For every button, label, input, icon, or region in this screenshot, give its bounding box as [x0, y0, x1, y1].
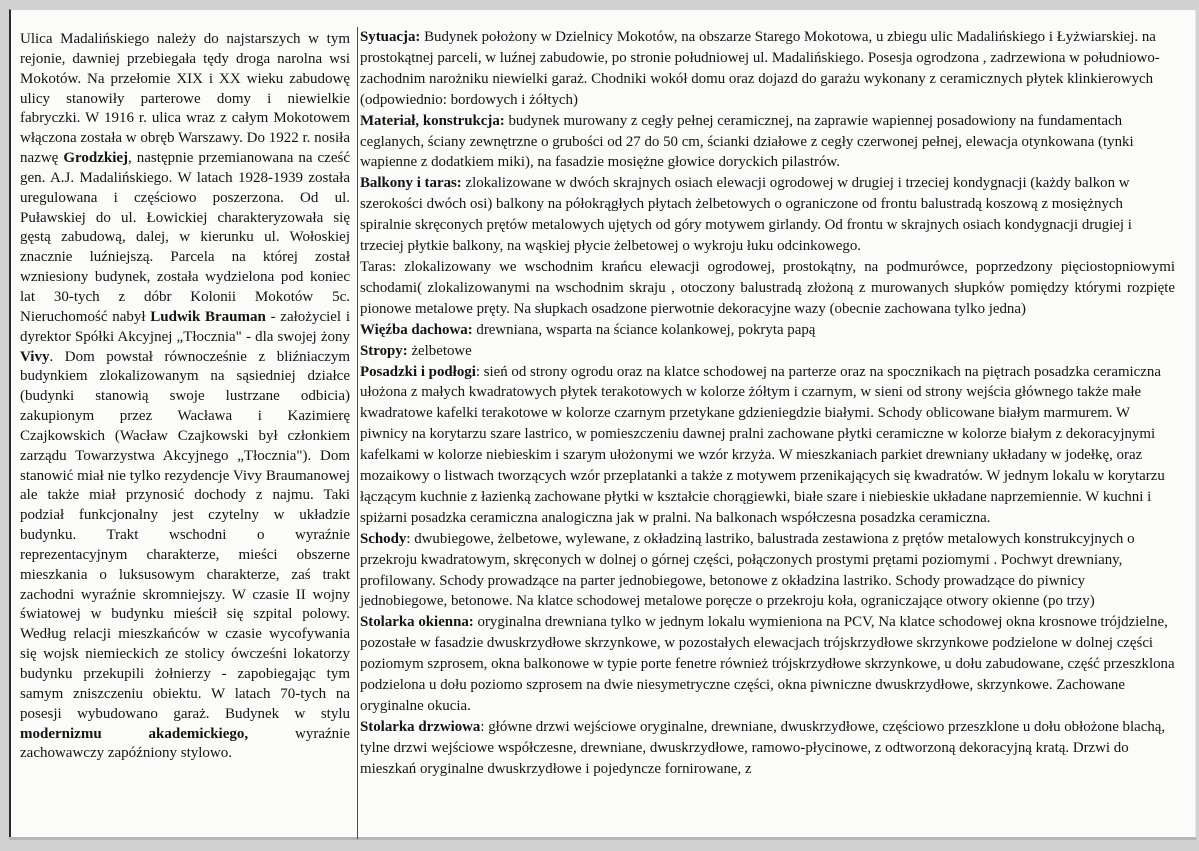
section-text: Budynek położony w Dzielnicy Mokotów, na obszarze Starego Mokotowa, u zbiegu ulic Madalińskiego i Łyżwiarskiej. na prostokątnej parceli, w luźnej zabudowie, po stronie południowej ul. Madalińskiego. Posesja ogrodzona , zadrzewiona w południowo-zachodnim narożniku niewielki garaż. Chodniki wokół domu oraz dojazd do garażu wykonany z ceramicznych płytek klinkierowych (odpowiednio: bordowych i żółtych) [360, 29, 1160, 108]
owner-name: Ludwik Brauman [150, 308, 266, 325]
section-text: : główne drzwi wejściowe oryginalne, drewniane, dwuskrzydłowe, częściowo przeszklone u dołu obłożone blachą, tylne drzwi wejściowe współczesne, drewniane, dwuskrzydłowe, ramowo-płycinowe, z odtworzoną dekoracyjną kratą. Drzwi do mieszkań oryginalne dwuskrzydłowe i pojedyncze fornirowane, z [360, 718, 1166, 777]
section-heading: Sytuacja: [360, 29, 421, 45]
section-text: budynek murowany z cegły pełnej ceramicznej, na zaprawie wapiennej posadowiony na fundamentach ceglanych, ściany zewnętrzne o grubości od 27 do 50 cm, ścianki działowe z cegły czerwonej pełnej, elewacja otynkowana (tynki wapienne z dodatkiem miki), na fasadzie mosiężne głowice doryckich pilastrów. [360, 112, 1134, 171]
section-stropy [360, 341, 1175, 362]
section-text: zlokalizowane w dwóch skrajnych osiach elewacji ogrodowej w drugiej i trzeciej kondygnacji (każdy balkon w szerokości dwóch osi) balkony na półokrągłych płytach żelbetowych o ograniczone od frontu balustradą koszową z mosiężnych spiralnie skręconych prętów metalowych ujętych od góry motywem girlandy. Od frontu w skrajnych osiach kondygnacji drugiej i trzeciej płytkie balkony, na wąskiej płycie żelbetowej o wykroju łuku odcinkowego. [360, 175, 1132, 255]
section-heading: Materiał, konstrukcja: [360, 112, 505, 129]
section-wiezba [360, 320, 1175, 341]
column-divider [357, 27, 358, 839]
section-sytuacja [360, 27, 1175, 111]
wife-name: Vivy [20, 348, 50, 365]
section-schody [360, 529, 1175, 613]
section-text: żelbetowe [407, 342, 472, 359]
section-material [360, 111, 1175, 174]
style-name: modernizmu akademickiego, [20, 725, 249, 742]
section-text: : dwubiegowe, żelbetowe, wylewane, z okładziną lastriko, balustrada zestawiona z prętów metalowych konstrukcyjnych o przekroju kwadratowym, skręconych w dolnej o górnej części, połączonych prostymi prętami poziomymi . Pochwyt drewniany, profilowany. Schody prowadzące na parter jednobiegowe, betonowe z okładzina lastriko. Schody prowadzące do piwnicy jednobiegowe, betonowe. Na klatce schodowej metalowe poręcze o przekroju koła, ograniczające otwory okienne (po trzy) [360, 530, 1135, 610]
history-text: wyraźnie zachowawczy zapóźniony stylowo. [20, 725, 350, 762]
section-heading: Stolarka drzwiowa [360, 718, 481, 735]
section-stolarka-okienna [360, 612, 1175, 717]
history-text: , następnie przemianowana na cześć gen. A.J. Madalińskiego. W latach 1928-1939 została uregulowana i częściowo poszerzona. Od ul. Puławskiej do ul. Łowickiej charakteryzowała się gęstą zabudową, dalej, w kierunku ul. Wołoskiej znacznie luźniejszą. Parcela na której został wzniesiony budynek, została wydzielona pod koniec lat 30-tych z dóbr Kolonii Mokotów 5c. Nieruchomość nabył [20, 150, 350, 325]
section-heading: Stolarka okienna: [360, 614, 474, 631]
street-old-name: Grodzkiej [63, 150, 129, 167]
section-text: : sień od strony ogrodu oraz na klatce schodowej na parterze oraz na spocznikach na piętrach posadzka ceramiczna ułożona z małych kwadratowych płytek terakotowych w kolorze żółtym i czarnym, w sieni od strony wejścia głównego także małe kwadratowe kafelki terakotowe w kolorze czarnym przetykane gdzieniegdzie białymi. Schody oblicowane białym marmurem. W piwnicy na korytarzu szare lastrico, w pomieszczeniu dawnej pralni zachowane płytki ceramiczne w kolorze białym z dekoracyjnymi kafelkami w kolorze niebieskim i szarym ułożonymi we wzór krzyża. W mieszkaniach parkiet drewniany układany w jodełkę, oraz mozaikowy o listwach tworzących wzór przeplatanki a także z motywem przenikających się kwadratów. W jednym lokalu w korytarzu łączącym kuchnie z łazienką zachowane płytki w kształcie chorągiewki, białe szare i niebieskie układane naprzemiennie. W kuchni i spiżarni posadzka ceramiczna analogiczna jak w pralni. Na balkonach współczesna posadzka ceramiczna. [360, 363, 1165, 526]
section-heading: Schody [360, 530, 407, 547]
description-column [360, 27, 1175, 780]
section-stolarka-drzwiowa [360, 717, 1175, 780]
section-posadzki [360, 362, 1175, 529]
section-heading: Posadzki i podłogi [360, 363, 476, 380]
history-text: . Dom powstał równocześnie z bliźniaczym budynkiem zlokalizowanym na sąsiedniej działce (budynki stanowią swoje lustrzane odbicia) zakupionym przez Wacława i Kazimierę Czajkowskich (Wacław Czajkowski był członkiem zarządu Towarzystwa Akcyjnego „Tłocznia"). Dom stanowić miał nie tylko rezydencje Vivy Braumanowej ale także miał przynosić dochody z najmu. Taki podział funkcjonalny jest czytelny w układzie budynku. Trakt wschodni o wyraźnie reprezentacyjnym charakterze, mieści obszerne mieszkania o luksusowym charakterze, zaś trakt zachodni wyraźnie skromniejszy. W czasie II wojny światowej w budynku mieścił się szpital polowy. Według relacji mieszkańców w czasie wycofywania się wojsk niemieckich ze stolicy ówcześni lokatorzy budynku przekupili żołnierzy - zapobiegając tym samym zniszczeniu obiektu. W latach 70-tych na posesji wybudowano garaż. Budynek w stylu [20, 348, 350, 722]
section-text: drewniana, wsparta na ściance kolankowej, pokryta papą [472, 321, 816, 338]
section-balkony [360, 173, 1175, 257]
section-heading: Więźba dachowa: [360, 321, 473, 338]
page-edge [9, 837, 1196, 840]
section-heading: Balkony i taras: [360, 175, 462, 192]
history-text: Ulica Madalińskiego należy do najstarszych w tym rejonie, dawniej przebiegała tędy droga narolna wsi Mokotów. Na przełomie XIX i XX wieku zabudowę ulicy stanowiły parterowe domy i niewielkie fabryczki. W 1916 r. ulica wraz z całym Mokotowem włączona została w obręb Warszawy. Do 1922 r. nosiła nazwę [20, 31, 350, 167]
history-text: - założyciel i dyrektor Spółki Akcyjnej „Tłocznia" - dla swojej żony [20, 308, 350, 345]
section-text: oryginalna drewniana tylko w jednym lokalu wymieniona na PCV, Na klatce schodowej okna krosnowe trójdzielne, pozostałe w fasadzie dwuskrzydłowe skrzynkowe, w pozostałych elewacjach trójskrzydłowe skrzynkowe podzielone w dolnej części poziomym szprosem, okna balkonowe w typie porte fenetre również trójskrzydłowe skrzynkowe, u dołu zabudowane, część przeszklona podzielona u dołu poziomo szprosem na dwie niesymetryczne części, okna piwniczne dwuskrzydłowe, skrzynkowe. Zachowane oryginalne okucia. [360, 614, 1175, 714]
section-taras: Taras: zlokalizowany we wschodnim krańcu elewacji ogrodowej, prostokątny, na podmurówce, poprzedzony pięciostopniowymi schodami( zlokalizowanymi na wschodnim skraju , otoczony balustradą złożoną z murowanych słupków pomiędzy którymi rozpięte pionowe metalowe pręty. Na słupkach osadzone pierwotnie dekoracyjne wazy (obecnie zachowana tylko jedna) [360, 258, 1175, 317]
section-heading: Stropy: [360, 342, 408, 359]
history-column [20, 30, 350, 764]
